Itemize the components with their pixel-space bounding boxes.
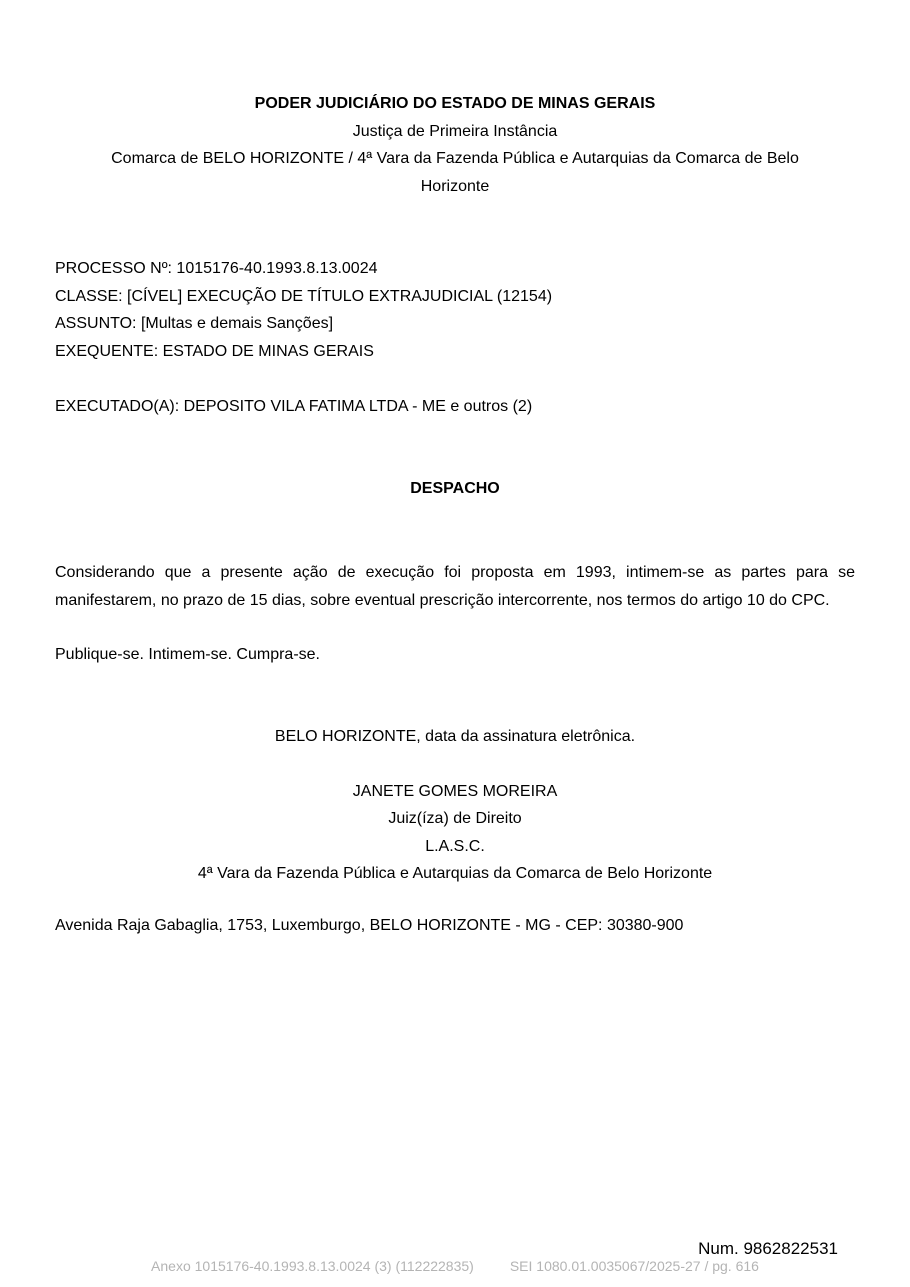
signer-court: 4ª Vara da Fazenda Pública e Autarquias da Comarca de Belo Horizonte <box>197 865 713 882</box>
footer-sei: SEI 1080.01.0035067/2025-27 / pg. 616 <box>509 1258 759 1274</box>
process-subject: ASSUNTO: [Multas e demais Sanções] <box>55 315 334 332</box>
comarca-line-1: Comarca de BELO HORIZONTE / 4ª Vara da Fazenda Pública e Autarquias da Comarca de Belo <box>111 150 799 167</box>
court-name: PODER JUDICIÁRIO DO ESTADO DE MINAS GERAIS <box>254 95 656 112</box>
process-plaintiff: EXEQUENTE: ESTADO DE MINAS GERAIS <box>55 343 374 360</box>
process-defendant: EXECUTADO(A): DEPOSITO VILA FATIMA LTDA - ME e outros (2) <box>55 398 533 415</box>
footer-annex: Anexo 1015176-40.1993.8.13.0024 (3) (112222835) <box>151 1258 474 1274</box>
process-class: CLASSE: [CÍVEL] EXECUÇÃO DE TÍTULO EXTRAJUDICIAL (12154) <box>55 288 553 305</box>
process-number: PROCESSO Nº: 1015176-40.1993.8.13.0024 <box>55 260 378 277</box>
document-title: DESPACHO <box>410 480 500 497</box>
signer-initials: L.A.S.C. <box>425 838 485 855</box>
body-closing: Publique-se. Intimem-se. Cumpra-se. <box>55 646 320 663</box>
page-footer <box>0 1256 910 1276</box>
document-number: Num. 9862822531 <box>698 1239 838 1258</box>
comarca-line-2: Horizonte <box>420 178 490 195</box>
signer-name: JANETE GOMES MOREIRA <box>352 783 558 800</box>
place-date: BELO HORIZONTE, data da assinatura eletrônica. <box>274 728 636 745</box>
court-instance: Justiça de Primeira Instância <box>352 123 558 140</box>
signer-role: Juiz(íza) de Direito <box>388 810 522 827</box>
court-address: Avenida Raja Gabaglia, 1753, Luxemburgo, BELO HORIZONTE - MG - CEP: 30380-900 <box>55 917 684 934</box>
body-paragraph: Considerando que a presente ação de execução foi proposta em 1993, intimem-se as partes para se manifestarem, no prazo de 15 dias, sobre eventual prescrição intercorrente, nos termos do artigo 10 do CPC. <box>55 564 855 609</box>
